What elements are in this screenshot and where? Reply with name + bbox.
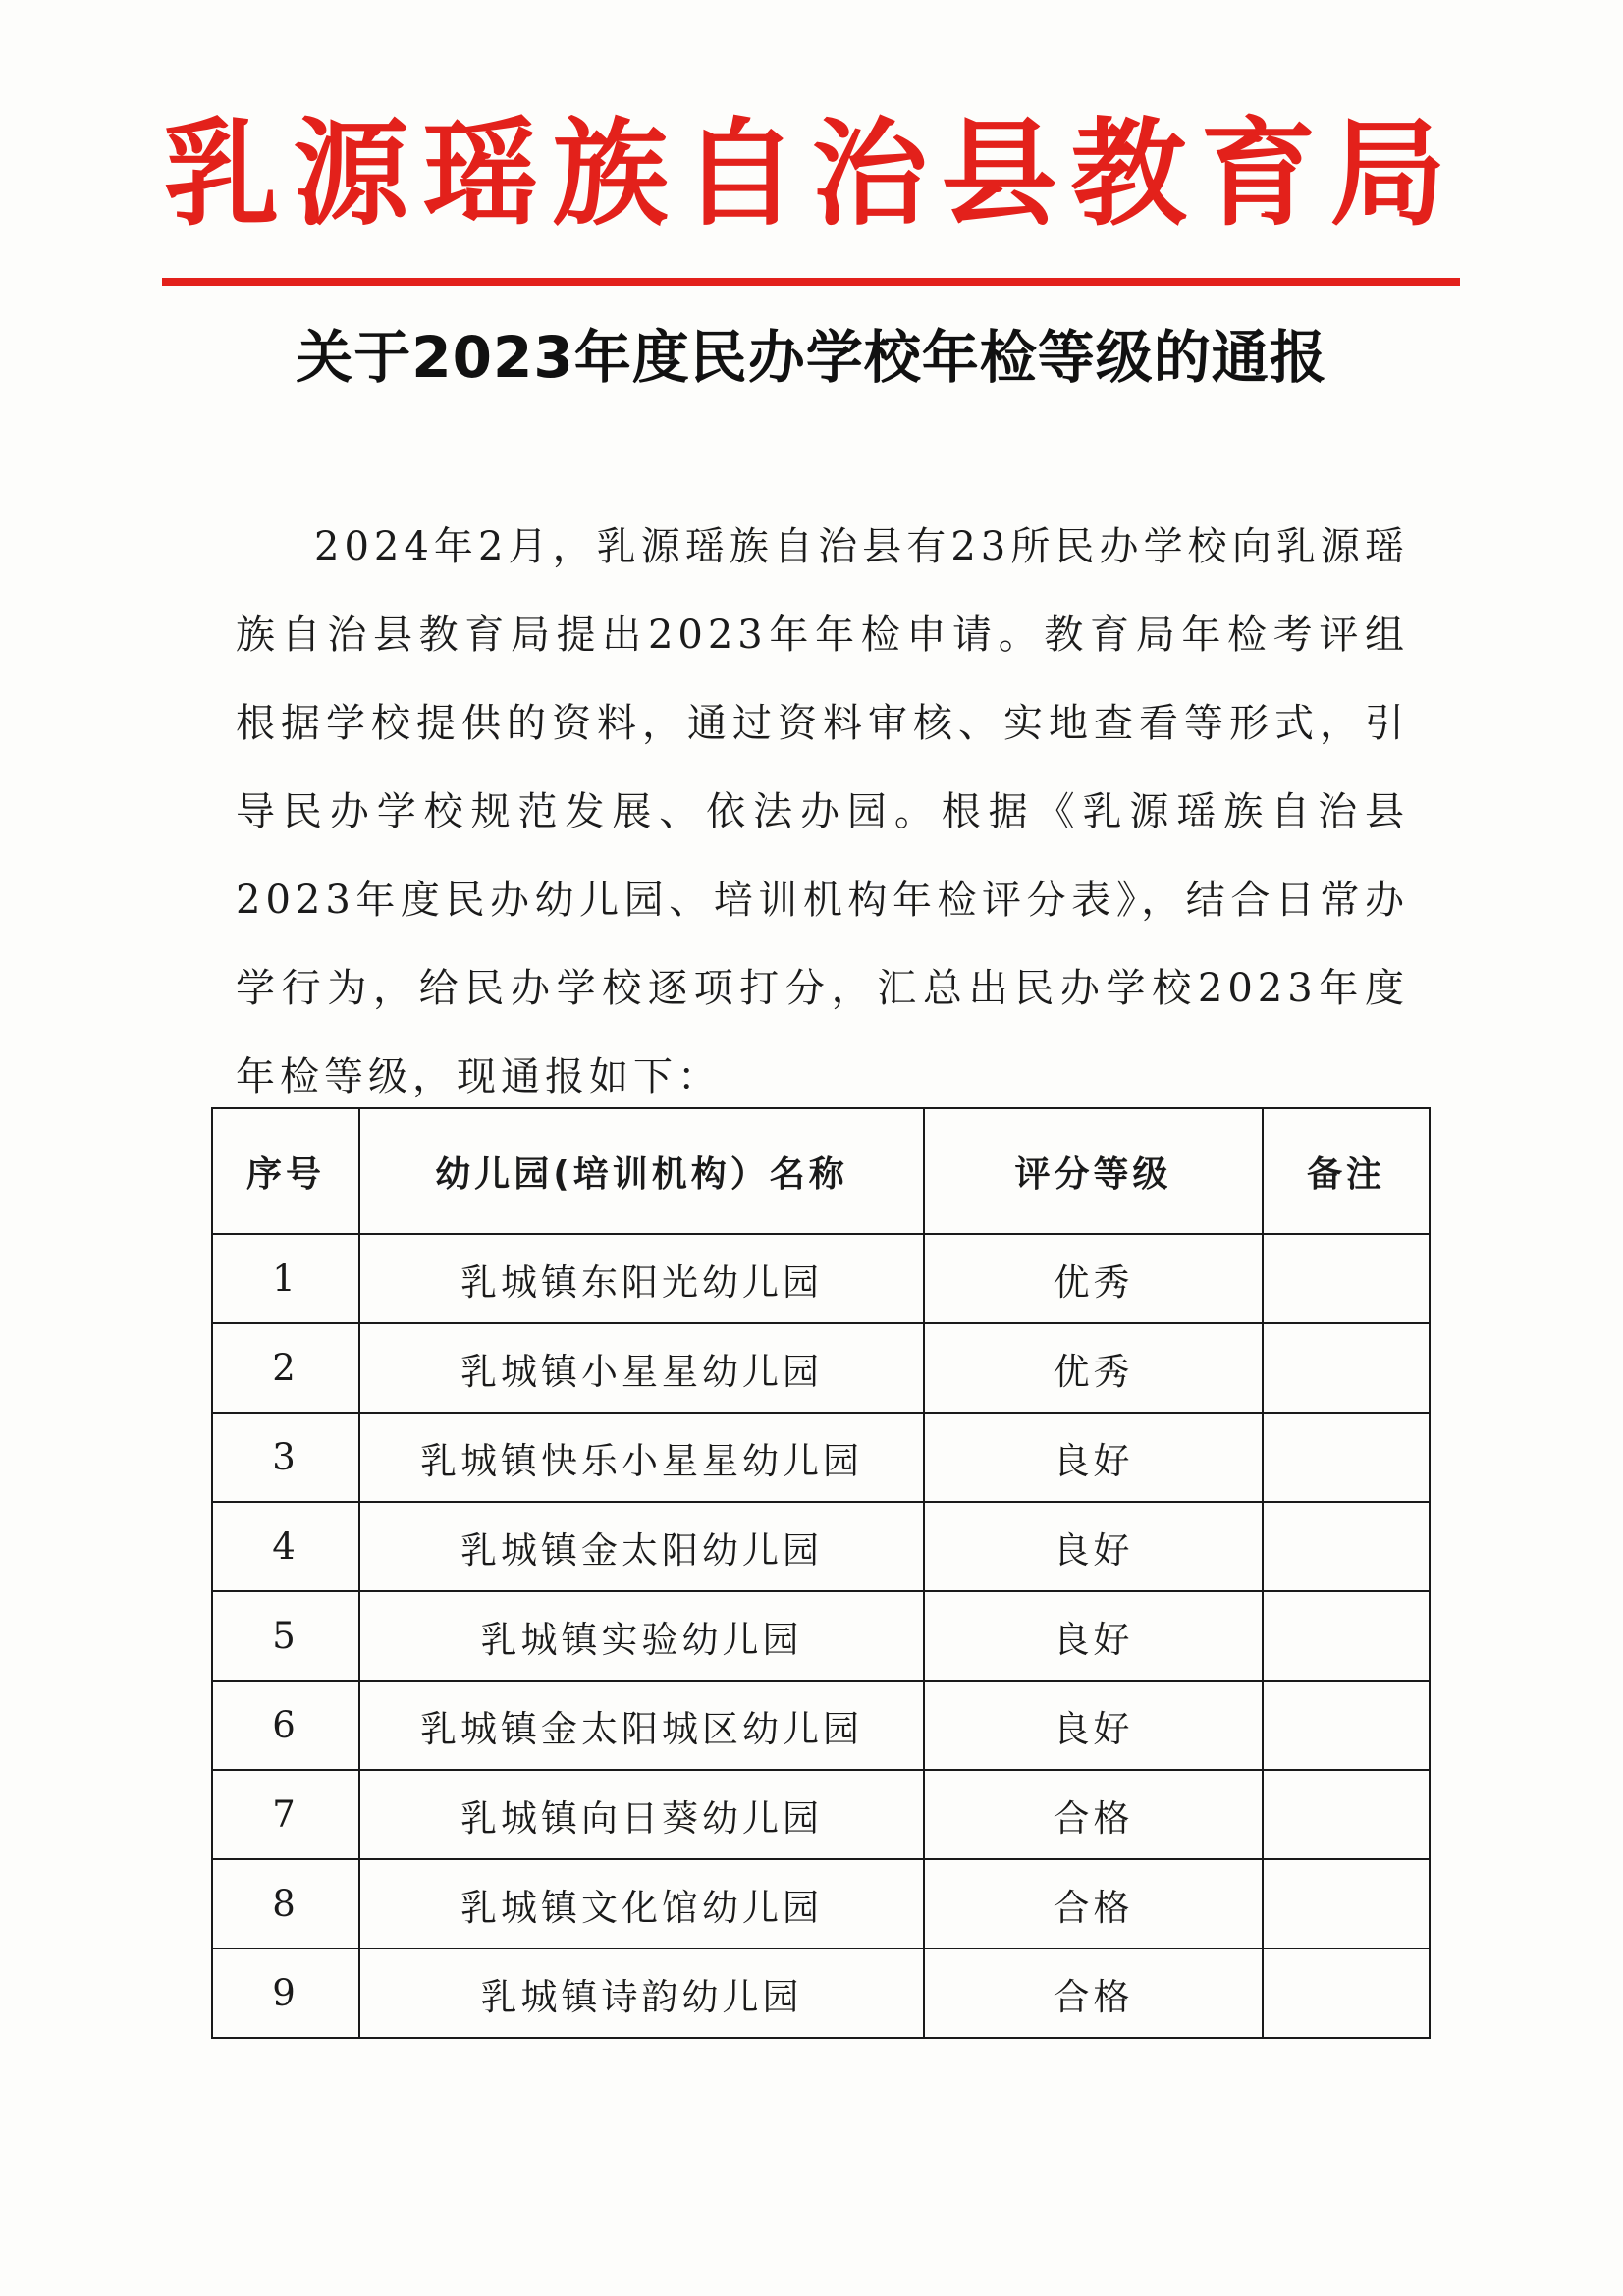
cell-remark (1263, 1591, 1430, 1681)
cell-index: 3 (212, 1413, 359, 1502)
table-row (212, 1949, 1430, 2038)
cell-name: 乳城镇实验幼儿园 (359, 1591, 924, 1681)
cell-remark (1263, 1681, 1430, 1770)
header-name: 幼儿园(培训机构）名称 (359, 1108, 924, 1234)
cell-grade: 合格 (924, 1949, 1263, 2038)
table-header-row (212, 1108, 1430, 1234)
cell-remark (1263, 1413, 1430, 1502)
table-row (212, 1591, 1430, 1681)
table-row (212, 1413, 1430, 1502)
cell-index: 7 (212, 1770, 359, 1859)
cell-name: 乳城镇向日葵幼儿园 (359, 1770, 924, 1859)
red-divider (162, 278, 1460, 286)
cell-remark (1263, 1949, 1430, 2038)
cell-grade: 合格 (924, 1770, 1263, 1859)
table-row (212, 1502, 1430, 1591)
cell-grade: 良好 (924, 1591, 1263, 1681)
document-title: 关于2023年度民办学校年检等级的通报 (296, 324, 1327, 391)
cell-remark (1263, 1859, 1430, 1949)
table-row (212, 1770, 1430, 1859)
cell-index: 9 (212, 1949, 359, 2038)
cell-remark (1263, 1502, 1430, 1591)
cell-index: 4 (212, 1502, 359, 1591)
header-remark: 备注 (1263, 1108, 1430, 1234)
cell-grade: 良好 (924, 1681, 1263, 1770)
cell-index: 1 (212, 1234, 359, 1323)
cell-index: 2 (212, 1323, 359, 1413)
cell-name: 乳城镇快乐小星星幼儿园 (359, 1413, 924, 1502)
table-row (212, 1681, 1430, 1770)
cell-grade: 良好 (924, 1502, 1263, 1591)
cell-remark (1263, 1234, 1430, 1323)
issuer-masthead: 乳源瑶族自治县教育局 (163, 106, 1460, 241)
cell-name: 乳城镇诗韵幼儿园 (359, 1949, 924, 2038)
cell-grade: 合格 (924, 1859, 1263, 1949)
cell-name: 乳城镇金太阳城区幼儿园 (359, 1681, 924, 1770)
body-paragraph: 2024年2月，乳源瑶族自治县有23所民办学校向乳源瑶族自治县教育局提出2023年年检申请。教育局年检考评组根据学校提供的资料，通过资料审核、实地查看等形式，引导民办学校规范发展、依法办园。根据《乳源瑶族自治县2023年度民办幼儿园、培训机构年检评分表》，结合日常办学行为，给民办学校逐项打分，汇总出民办学校2023年度年检等级，现通报如下： (236, 524, 1409, 1099)
cell-index: 8 (212, 1859, 359, 1949)
cell-grade: 优秀 (924, 1323, 1263, 1413)
cell-index: 5 (212, 1591, 359, 1681)
cell-name: 乳城镇小星星幼儿园 (359, 1323, 924, 1413)
cell-remark (1263, 1323, 1430, 1413)
inspection-grades-table (211, 1107, 1431, 2039)
cell-name: 乳城镇东阳光幼儿园 (359, 1234, 924, 1323)
table-row (212, 1859, 1430, 1949)
cell-name: 乳城镇金太阳幼儿园 (359, 1502, 924, 1591)
table-row (212, 1234, 1430, 1323)
cell-grade: 优秀 (924, 1234, 1263, 1323)
header-grade: 评分等级 (924, 1108, 1263, 1234)
cell-name: 乳城镇文化馆幼儿园 (359, 1859, 924, 1949)
table-row (212, 1323, 1430, 1413)
cell-remark (1263, 1770, 1430, 1859)
cell-index: 6 (212, 1681, 359, 1770)
header-index: 序号 (212, 1108, 359, 1234)
cell-grade: 良好 (924, 1413, 1263, 1502)
